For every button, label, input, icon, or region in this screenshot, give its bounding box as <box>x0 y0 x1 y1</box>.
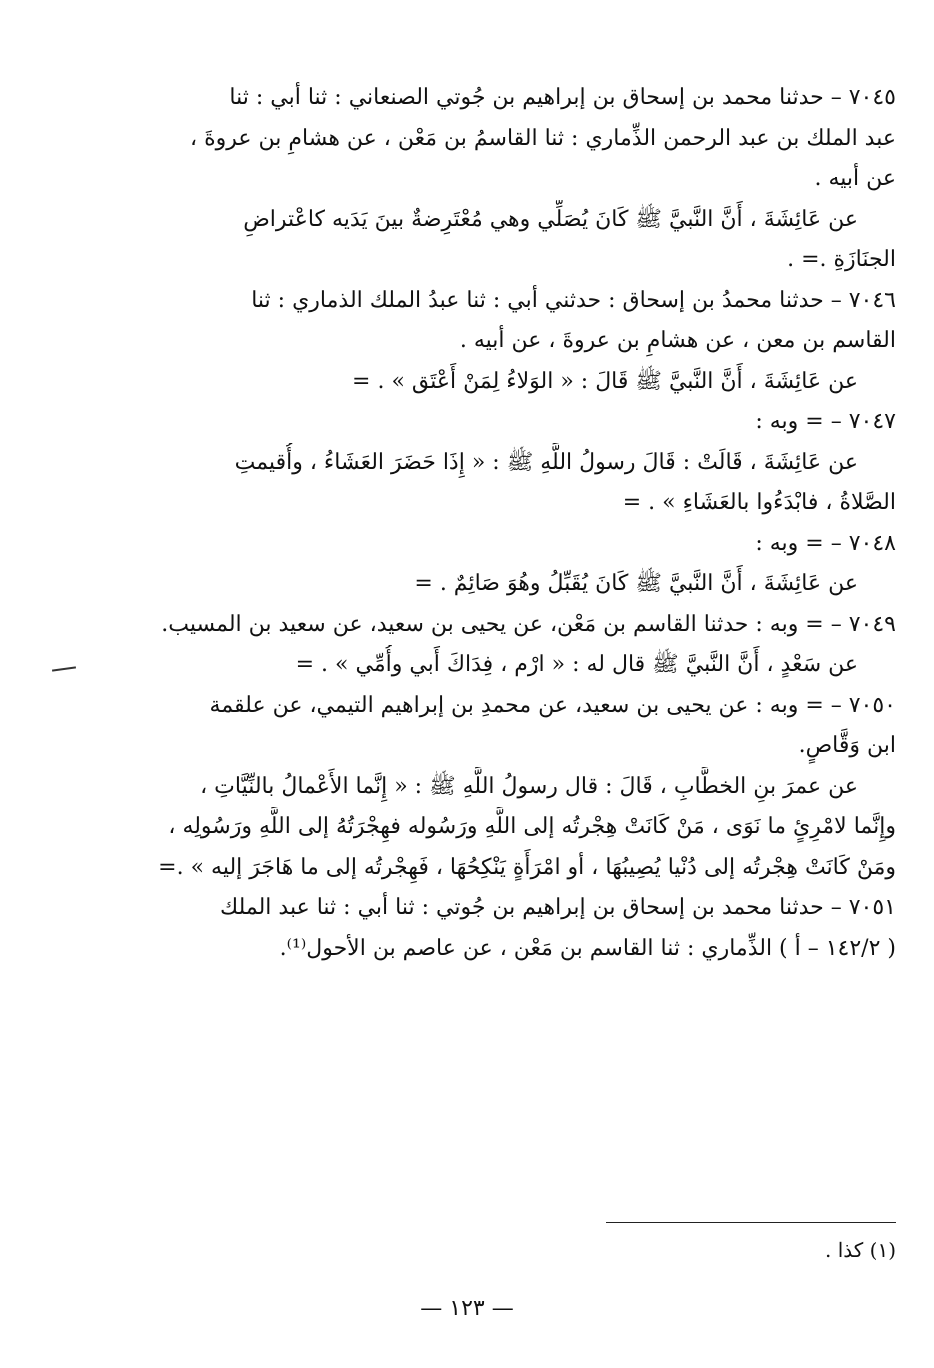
text-line: عن عَائِشَةَ ، قَالَتْ : قَالَ رسولُ اللَّهِ ﷺ : « إِذَا حَضَرَ العَشَاءُ ، وأُقيمتِ <box>234 449 858 475</box>
body-text <box>70 78 896 969</box>
text-line: ٧٠٥١ – حدثنا محمد بن إسحاق بن إبراهيم بن جُوتي : ثنا أبي : ثنا عبد الملك <box>220 895 896 920</box>
text-line: وإِنَّما لامْرِئٍ ما نَوَى ، مَنْ كَانَتْ هِجْرتُه إلى اللَّهِ ورَسُوله فهِجْرَتُهُ إلى اللَّهِ ورَسُولِه ، <box>168 814 896 839</box>
text-line: ومَنْ كَانَتْ هِجْرتُه إلى دُنْيا يُصِيبُهَا ، أو امْرَأَةٍ يَنْكِحُهَا ، فَهِجْرتُه إلى ما هَاجَرَ إليه » .= <box>158 854 896 880</box>
text-line: عبد الملك بن عبد الرحمن الذِّماري : ثنا القاسمُ بن مَعْن ، عن هشامِ بن عروةَ ، <box>190 125 896 151</box>
hadith-paragraph <box>70 605 896 646</box>
text-line: عن عَائِشَةَ ، أَنَّ النَّبيَّ ﷺ قَالَ : « الوَلاءُ لِمَنْ أَعْتَق » . = <box>352 368 858 394</box>
text-line: ٧٠٥٠ – = وبه : عن يحيى بن سعيد، عن محمدِ بن إبراهيم التيمي، عن علقمة <box>209 692 896 718</box>
text-line: عن سَعْدٍ ، أَنَّ النَّبيَّ ﷺ قال له : « ارْم ، فِدَاكَ أَبي وأُمِّي » . = <box>295 652 858 677</box>
hadith-text-paragraph <box>70 200 896 281</box>
hadith-paragraph <box>70 281 896 362</box>
hadith-paragraph <box>70 78 896 200</box>
hadith-text-paragraph <box>70 443 896 524</box>
hadith-text-paragraph <box>70 564 896 605</box>
text-line: الجنَازَةِ .= . <box>787 247 896 272</box>
text-line: ٧٠٤٩ – = وبه : حدثنا القاسم بن مَعْن، عن يحيى بن سعيد، عن سعيد بن المسيب. <box>161 611 896 637</box>
footnote-separator <box>606 1222 896 1223</box>
hadith-paragraph <box>70 524 896 565</box>
hadith-paragraph <box>70 402 896 443</box>
page-number: — ١٢٣ — <box>420 1296 514 1321</box>
text-line: الصَّلاةُ ، فابْدَءُوا بالعَشَاءِ » . = <box>622 490 896 515</box>
text-line: ٧٠٤٦ – حدثنا محمدُ بن إسحاق : حدثني أبي : ثنا عبدُ الملك الذماري : ثنا <box>251 287 896 313</box>
hadith-text-paragraph <box>70 362 896 403</box>
hadith-text-paragraph <box>70 767 896 889</box>
text-line: ٧٠٤٥ – حدثنا محمد بن إسحاق بن إبراهيم بن جُوتي الصنعاني : ثنا أبي : ثنا <box>229 85 896 110</box>
text-line: ابن وَقَّاصٍ. <box>798 733 896 758</box>
footnote: (١) كذا . <box>824 1238 896 1262</box>
text-line: القاسم بن معن ، عن هشامِ بن عروةَ ، عن أبيه . <box>459 328 896 353</box>
text-line: عن عَائِشَةَ ، أَنَّ النَّبيَّ ﷺ كَانَ يُصَلِّي وهي مُعْتَرِضةٌ بينَ يَدَيه كاعْتراضِ <box>243 206 858 232</box>
text-line: ( ١٤٢/٢ – أ ) الذِّماري : ثنا القاسم بن مَعْن ، عن عاصم بن الأحول⁽¹⁾. <box>279 935 896 961</box>
hadith-paragraph <box>70 888 896 969</box>
text-line: عن أبيه . <box>814 166 896 191</box>
text-line: عن عمرَ بنِ الخطَّابِ ، قَالَ : قال رسولُ اللَّهِ ﷺ : « إِنَّما الأَعْمالُ بالنِّيَّاتِ ، <box>200 773 858 799</box>
hadith-paragraph <box>70 686 896 767</box>
hadith-text-paragraph <box>70 645 896 686</box>
text-line: ٧٠٤٨ – = وبه : <box>755 530 896 556</box>
text-line: عن عَائِشَةَ ، أَنَّ النَّبيَّ ﷺ كَانَ يُقَبِّلُ وهُوَ صَائِمٌ . = <box>414 571 858 596</box>
text-line: ٧٠٤٧ – = وبه : <box>755 409 896 434</box>
